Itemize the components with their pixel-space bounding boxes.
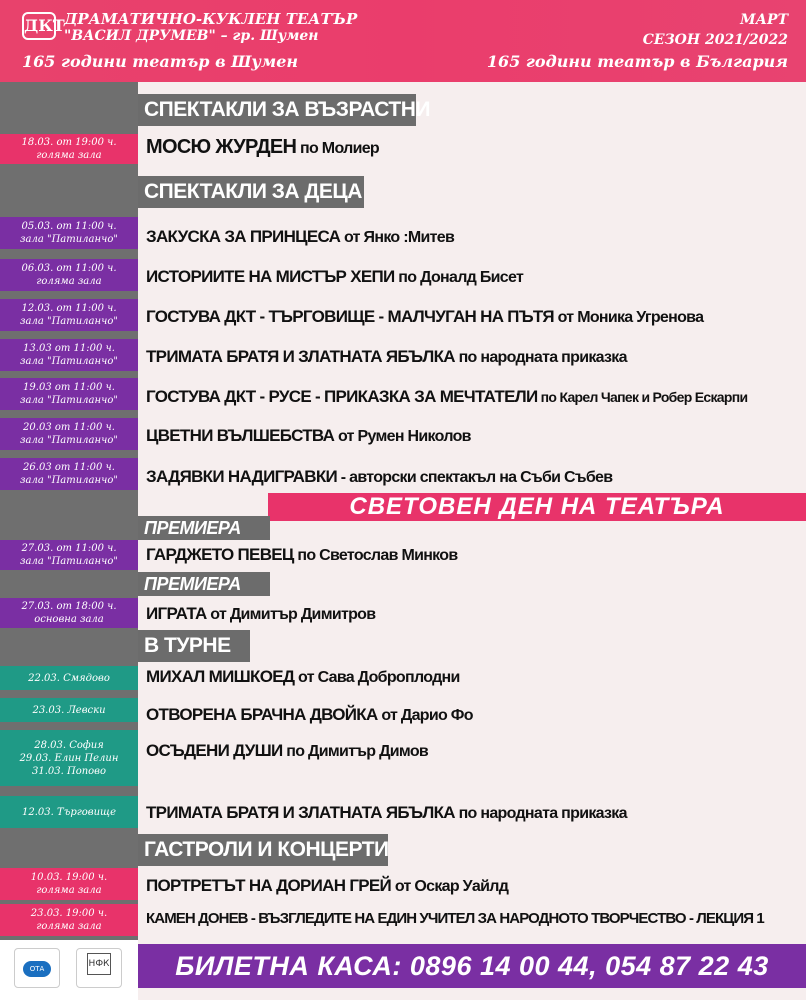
partner-logo: ОТА xyxy=(14,948,60,988)
event-title: ЗАКУСКА ЗА ПРИНЦЕСА от Янко :Митев xyxy=(146,227,455,246)
event-date: 05.03. от 11:00 ч. зала "Патиланчо" xyxy=(0,217,138,249)
event-date: 10.03. 19:00 ч. голяма зала xyxy=(0,868,138,900)
event-title: ТРИМАТА БРАТЯ И ЗЛАТНАТА ЯБЪЛКА по народната приказка xyxy=(146,347,627,366)
event-title: МИХАЛ МИШКОЕД от Сава Доброплодни xyxy=(146,667,460,686)
anniversary-right: 165 години театър в България xyxy=(486,52,788,71)
partner-logo: НФК xyxy=(76,948,122,988)
month-label: МАРТ xyxy=(740,12,788,28)
theatre-subtitle: "ВАСИЛ ДРУМЕВ" – гр. Шумен xyxy=(64,28,319,44)
world-theatre-day-banner: СВЕТОВЕН ДЕН НА ТЕАТЪРА xyxy=(268,493,806,521)
event-title: ГАРДЖЕТО ПЕВЕЦ по Светослав Минков xyxy=(146,545,458,564)
event-date: 23.03. Левски xyxy=(0,698,138,722)
event-date: 22.03. Смядово xyxy=(0,666,138,690)
theatre-logo: ДКТ xyxy=(22,12,56,40)
anniversary-left: 165 години театър в Шумен xyxy=(22,52,299,71)
event-date: 27.03. от 11:00 ч. зала "Патиланчо" xyxy=(0,540,138,570)
event-date: 28.03. София 29.03. Елин Пелин 31.03. Попово xyxy=(0,730,138,786)
event-date: 06.03. от 11:00 ч. голяма зала xyxy=(0,259,138,291)
event-title: ЦВЕТНИ ВЪЛШЕБСТВА от Румен Николов xyxy=(146,426,471,445)
event-date: 27.03. от 18:00 ч. основна зала xyxy=(0,598,138,628)
event-date: 26.03 от 11:00 ч. зала "Патиланчо" xyxy=(0,458,138,490)
event-title: ИСТОРИИТЕ НА МИСТЪР ХЕПИ по Доналд Бисет xyxy=(146,267,524,286)
event-title: ЗАДЯВКИ НАДИГРАВКИ - авторски спектакъл на Съби Събев xyxy=(146,467,613,486)
event-title: ПОРТРЕТЪТ НА ДОРИАН ГРЕЙ от Оскар Уайлд xyxy=(146,876,509,895)
theatre-name: ДРАМАТИЧНО-КУКЛЕН ТЕАТЪР xyxy=(64,10,358,28)
event-title: ИГРАТА от Димитър Димитров xyxy=(146,604,376,623)
event-title: ГОСТУВА ДКТ - РУСЕ - ПРИКАЗКА ЗА МЕЧТАТЕЛИ по Карел Чапек и Робер Ескарпи xyxy=(146,387,748,406)
event-title: МОСЮ ЖУРДЕН по Молиер xyxy=(146,136,379,158)
event-title: ОТВОРЕНА БРАЧНА ДВОЙКА от Дарио Фо xyxy=(146,705,473,724)
section-tours-concerts: ГАСТРОЛИ И КОНЦЕРТИ xyxy=(138,834,388,866)
event-date: 12.03. Търговище xyxy=(0,796,138,828)
event-title: ТРИМАТА БРАТЯ И ЗЛАТНАТА ЯБЪЛКА по народната приказка xyxy=(146,803,627,822)
event-date: 18.03. от 19:00 ч. голяма зала xyxy=(0,134,138,164)
event-title: КАМЕН ДОНЕВ - ВЪЗГЛЕДИТЕ НА ЕДИН УЧИТЕЛ ЗА НАРОДНОТО ТВОРЧЕСТВО - ЛЕКЦИЯ 1 xyxy=(146,910,764,927)
event-date: 20.03 от 11:00 ч. зала "Патиланчо" xyxy=(0,418,138,450)
event-date: 12.03. от 11:00 ч. зала "Патиланчо" xyxy=(0,299,138,331)
section-children: СПЕКТАКЛИ ЗА ДЕЦА xyxy=(138,176,364,208)
event-title: ОСЪДЕНИ ДУШИ по Димитър Димов xyxy=(146,741,429,760)
event-date: 23.03. 19:00 ч. голяма зала xyxy=(0,904,138,936)
box-office-banner: БИЛЕТНА КАСА: 0896 14 00 44, 054 87 22 43 xyxy=(138,944,806,988)
event-date: 13.03 от 11:00 ч. зала "Патиланчо" xyxy=(0,339,138,371)
event-title: ГОСТУВА ДКТ - ТЪРГОВИЩЕ - МАЛЧУГАН НА ПЪТЯ от Моника Угренова xyxy=(146,307,704,326)
section-premiere-1: ПРЕМИЕРА xyxy=(138,516,270,540)
section-tour: В ТУРНЕ xyxy=(138,630,250,662)
section-premiere-2: ПРЕМИЕРА xyxy=(138,572,270,596)
section-adults: СПЕКТАКЛИ ЗА ВЪЗРАСТНИ xyxy=(138,94,416,126)
season-label: СЕЗОН 2021/2022 xyxy=(642,32,788,48)
event-date: 19.03 от 11:00 ч. зала "Патиланчо" xyxy=(0,378,138,410)
header-banner xyxy=(0,0,806,82)
